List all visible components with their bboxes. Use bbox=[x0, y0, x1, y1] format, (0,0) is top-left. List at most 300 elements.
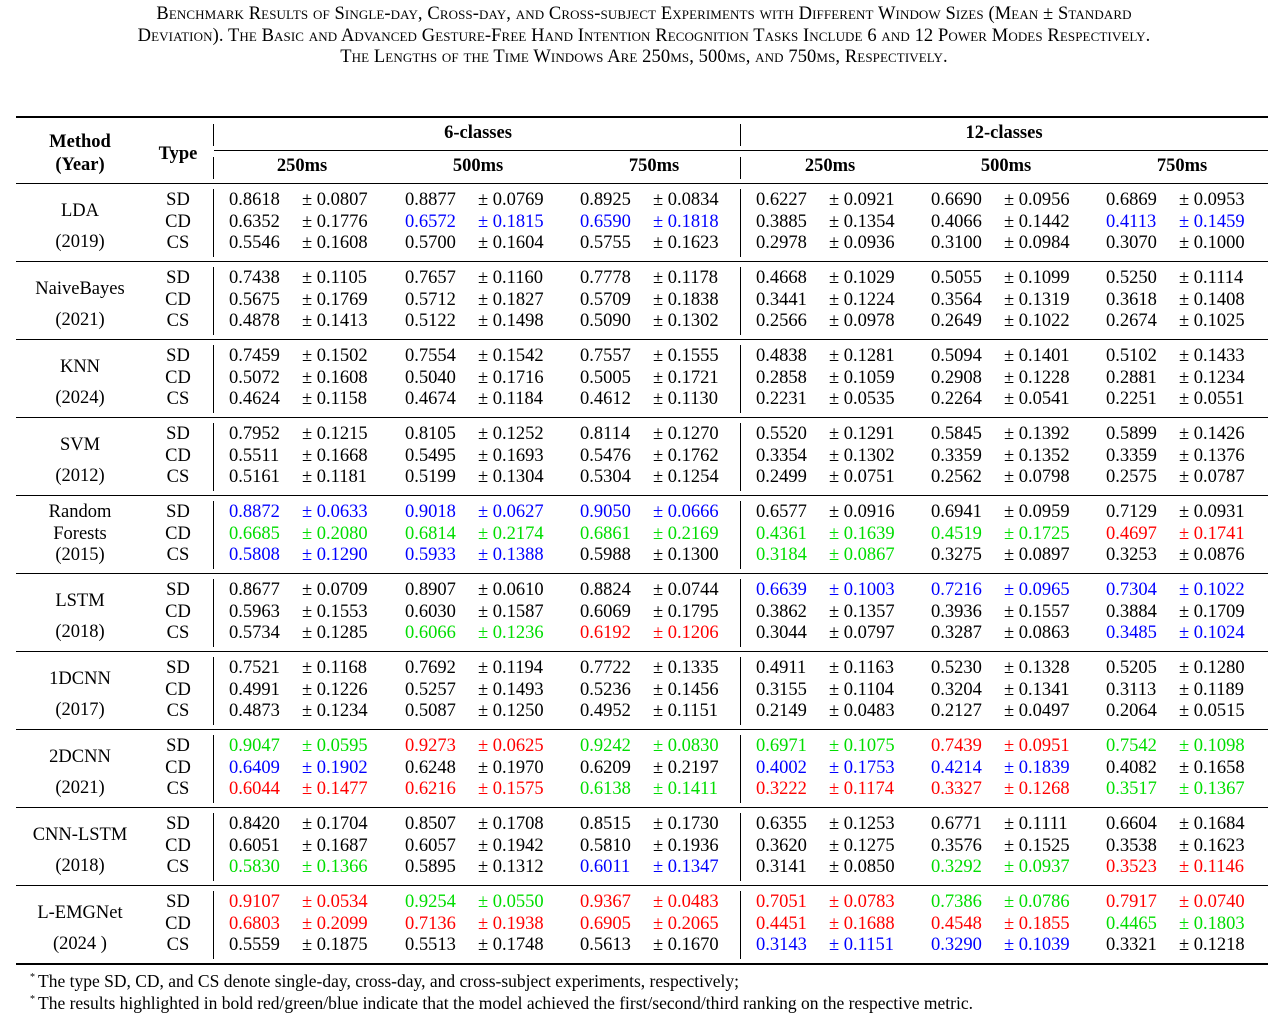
plus-minus-symbol: ± bbox=[478, 601, 489, 622]
result-cell bbox=[580, 212, 730, 233]
std-value bbox=[478, 545, 544, 566]
result-cell bbox=[1106, 814, 1256, 835]
std-number: 0.1319 bbox=[1018, 289, 1070, 310]
header-rule bbox=[16, 183, 1268, 184]
plus-minus-symbol: ± bbox=[478, 580, 489, 600]
result-cell bbox=[1106, 545, 1256, 566]
result-cell bbox=[580, 680, 730, 701]
std-number: 0.1151 bbox=[667, 701, 718, 721]
std-value bbox=[302, 623, 368, 644]
std-value bbox=[653, 446, 719, 467]
result-cell bbox=[1106, 346, 1256, 367]
std-value bbox=[1179, 290, 1245, 311]
std-number: 0.1184 bbox=[492, 389, 543, 409]
std-number: 0.0783 bbox=[843, 892, 895, 912]
method-name bbox=[16, 825, 144, 877]
std-number: 0.1022 bbox=[1018, 311, 1070, 331]
plus-minus-symbol: ± bbox=[1179, 935, 1190, 955]
std-value bbox=[829, 857, 895, 878]
type-label: SD bbox=[166, 814, 190, 834]
result-cell bbox=[1106, 736, 1256, 757]
result-cell bbox=[580, 658, 730, 679]
result-cell bbox=[229, 623, 379, 644]
footnote-marker: * bbox=[30, 994, 35, 1005]
plus-minus-symbol: ± bbox=[1179, 424, 1190, 444]
result-cell bbox=[229, 892, 379, 913]
std-number: 0.1721 bbox=[667, 367, 719, 388]
mean-value: 0.5933 bbox=[405, 545, 456, 565]
result-cell bbox=[1106, 389, 1256, 410]
type-label: SD bbox=[166, 190, 190, 210]
plus-minus-symbol: ± bbox=[829, 190, 840, 210]
std-value bbox=[302, 212, 368, 233]
plus-minus-symbol: ± bbox=[1004, 289, 1015, 310]
std-number: 0.0834 bbox=[667, 190, 719, 210]
result-cell bbox=[931, 212, 1081, 233]
std-value bbox=[302, 602, 368, 623]
std-value bbox=[653, 424, 719, 445]
mean-value: 0.6355 bbox=[756, 814, 807, 834]
std-value bbox=[829, 190, 895, 211]
result-cell bbox=[580, 892, 730, 913]
mean-value: 0.5734 bbox=[229, 623, 280, 643]
result-cell bbox=[405, 602, 555, 623]
std-number: 0.0959 bbox=[1018, 502, 1070, 522]
result-cell bbox=[931, 814, 1081, 835]
type-label: CS bbox=[166, 935, 190, 955]
footnote-text: The results highlighted in bold red/green/blue indicate that the model achieved the first/second/third ranking on the respective metric. bbox=[38, 993, 973, 1013]
plus-minus-symbol: ± bbox=[1179, 367, 1190, 388]
column-divider bbox=[740, 579, 741, 647]
mean-value: 0.2251 bbox=[1106, 389, 1157, 409]
std-value bbox=[653, 368, 719, 389]
std-value bbox=[478, 814, 544, 835]
plus-minus-symbol: ± bbox=[1004, 935, 1015, 955]
result-cell bbox=[756, 914, 906, 935]
result-cell bbox=[756, 736, 906, 757]
std-value bbox=[478, 190, 544, 211]
mean-value: 0.7459 bbox=[229, 346, 280, 366]
std-value bbox=[478, 892, 544, 913]
std-number: 0.1426 bbox=[1193, 424, 1245, 444]
std-value bbox=[478, 836, 544, 857]
std-value bbox=[302, 446, 368, 467]
std-value bbox=[478, 701, 544, 722]
plus-minus-symbol: ± bbox=[829, 580, 840, 600]
result-cell bbox=[405, 736, 555, 757]
result-cell bbox=[1106, 311, 1256, 332]
std-value bbox=[1179, 190, 1245, 211]
std-value bbox=[478, 658, 543, 679]
plus-minus-symbol: ± bbox=[478, 467, 489, 487]
std-number: 0.1224 bbox=[843, 289, 895, 310]
result-cell bbox=[1106, 701, 1256, 722]
mean-value: 0.7557 bbox=[580, 346, 631, 366]
std-value bbox=[478, 580, 544, 601]
result-cell bbox=[580, 190, 730, 211]
std-number: 0.1252 bbox=[492, 424, 544, 444]
mean-value: 0.4066 bbox=[931, 211, 982, 232]
result-cell bbox=[756, 233, 906, 254]
result-cell bbox=[229, 233, 379, 254]
std-value bbox=[478, 680, 544, 701]
std-number: 0.1151 bbox=[843, 935, 894, 955]
std-number: 0.1218 bbox=[1193, 935, 1245, 955]
std-value bbox=[1179, 446, 1245, 467]
std-number: 0.0625 bbox=[492, 736, 544, 756]
std-number: 0.1970 bbox=[492, 757, 544, 778]
plus-minus-symbol: ± bbox=[302, 289, 313, 310]
std-number: 0.1693 bbox=[492, 445, 544, 466]
mean-value: 0.3359 bbox=[931, 445, 982, 466]
std-number: 0.1376 bbox=[1193, 445, 1245, 466]
std-value bbox=[478, 736, 544, 757]
std-value bbox=[1179, 524, 1245, 545]
plus-minus-symbol: ± bbox=[829, 779, 840, 799]
result-cell bbox=[405, 758, 555, 779]
result-cell bbox=[756, 758, 906, 779]
std-number: 0.1748 bbox=[492, 935, 544, 955]
mean-value: 0.3538 bbox=[1106, 835, 1157, 856]
std-value bbox=[653, 580, 719, 601]
std-value bbox=[302, 502, 368, 523]
result-cell bbox=[405, 524, 555, 545]
std-value bbox=[1004, 779, 1070, 800]
result-cell bbox=[931, 446, 1081, 467]
plus-minus-symbol: ± bbox=[1179, 779, 1190, 799]
row-rule bbox=[16, 261, 1268, 262]
std-value bbox=[1004, 502, 1070, 523]
result-cell bbox=[405, 502, 555, 523]
std-value bbox=[1004, 524, 1070, 545]
result-cell bbox=[931, 935, 1081, 956]
result-cell bbox=[229, 857, 379, 878]
std-number: 0.1003 bbox=[843, 580, 895, 600]
result-cell bbox=[229, 346, 379, 367]
mean-value: 0.9047 bbox=[229, 736, 280, 756]
std-number: 0.2080 bbox=[316, 523, 368, 544]
std-number: 0.1290 bbox=[316, 545, 368, 565]
result-cell bbox=[1106, 602, 1256, 623]
mean-value: 0.2127 bbox=[931, 701, 982, 721]
std-value bbox=[302, 311, 368, 332]
std-value bbox=[829, 814, 895, 835]
std-value bbox=[478, 758, 544, 779]
mean-value: 0.8618 bbox=[229, 190, 280, 210]
mean-value: 0.5895 bbox=[405, 857, 456, 877]
std-number: 0.1875 bbox=[316, 935, 368, 955]
std-number: 0.1357 bbox=[843, 601, 895, 622]
std-number: 0.1236 bbox=[492, 623, 544, 643]
result-cell bbox=[1106, 190, 1256, 211]
result-cell bbox=[931, 736, 1081, 757]
plus-minus-symbol: ± bbox=[478, 757, 489, 778]
plus-minus-symbol: ± bbox=[1004, 190, 1015, 210]
std-value bbox=[1179, 701, 1245, 722]
std-value bbox=[302, 233, 368, 254]
type-label: CD bbox=[165, 211, 191, 232]
std-value bbox=[478, 524, 544, 545]
plus-minus-symbol: ± bbox=[302, 757, 313, 778]
std-value bbox=[829, 212, 895, 233]
result-cell bbox=[229, 424, 379, 445]
result-cell bbox=[229, 290, 379, 311]
std-value bbox=[1004, 268, 1070, 289]
mean-value: 0.3359 bbox=[1106, 445, 1157, 466]
result-cell bbox=[931, 268, 1081, 289]
plus-minus-symbol: ± bbox=[302, 311, 313, 331]
mean-value: 0.5476 bbox=[580, 445, 631, 466]
result-cell bbox=[580, 935, 730, 956]
std-number: 0.1104 bbox=[843, 679, 894, 700]
mean-value: 0.3100 bbox=[931, 233, 982, 253]
plus-minus-symbol: ± bbox=[478, 502, 489, 522]
plus-minus-symbol: ± bbox=[1179, 190, 1190, 210]
plus-minus-symbol: ± bbox=[1179, 268, 1190, 288]
column-divider bbox=[213, 267, 214, 335]
mean-value: 0.3290 bbox=[931, 935, 982, 955]
std-number: 0.1608 bbox=[316, 367, 368, 388]
std-number: 0.1803 bbox=[1193, 913, 1245, 934]
plus-minus-symbol: ± bbox=[653, 467, 664, 487]
mean-value: 0.5810 bbox=[580, 835, 631, 856]
std-number: 0.0830 bbox=[667, 736, 719, 756]
std-number: 0.0937 bbox=[1018, 857, 1070, 877]
result-cell bbox=[405, 368, 555, 389]
row-rule bbox=[16, 573, 1268, 574]
header-method bbox=[16, 132, 144, 176]
result-cell bbox=[580, 545, 730, 566]
result-cell bbox=[756, 368, 906, 389]
std-value bbox=[653, 836, 719, 857]
plus-minus-symbol: ± bbox=[302, 389, 313, 409]
std-number: 0.1160 bbox=[492, 268, 543, 288]
std-number: 0.1347 bbox=[667, 857, 719, 877]
plus-minus-symbol: ± bbox=[653, 367, 664, 388]
plus-minus-symbol: ± bbox=[302, 268, 313, 288]
plus-minus-symbol: ± bbox=[653, 814, 664, 834]
plus-minus-symbol: ± bbox=[1179, 601, 1190, 622]
result-cell bbox=[405, 446, 555, 467]
mean-value: 0.8677 bbox=[229, 580, 280, 600]
method-year: (2017) bbox=[55, 700, 105, 720]
std-number: 0.0850 bbox=[843, 857, 895, 877]
plus-minus-symbol: ± bbox=[1179, 523, 1190, 544]
std-value bbox=[1179, 658, 1245, 679]
std-value bbox=[829, 268, 895, 289]
std-value bbox=[653, 623, 719, 644]
plus-minus-symbol: ± bbox=[1004, 580, 1015, 600]
column-divider bbox=[740, 267, 741, 335]
header-type: Type bbox=[158, 144, 198, 164]
result-cell bbox=[405, 658, 555, 679]
plus-minus-symbol: ± bbox=[829, 623, 840, 643]
mean-value: 0.5988 bbox=[580, 545, 631, 565]
result-cell bbox=[405, 779, 555, 800]
std-value bbox=[1004, 935, 1070, 956]
result-cell bbox=[580, 779, 730, 800]
std-value bbox=[653, 311, 719, 332]
mean-value: 0.7129 bbox=[1106, 502, 1157, 522]
mean-value: 0.4952 bbox=[580, 701, 631, 721]
std-number: 0.1341 bbox=[1018, 679, 1070, 700]
std-number: 0.1477 bbox=[316, 779, 368, 799]
result-cell bbox=[931, 290, 1081, 311]
method-year: (2019) bbox=[55, 232, 105, 252]
method-name bbox=[16, 903, 144, 955]
mean-value: 0.2575 bbox=[1106, 467, 1157, 487]
plus-minus-symbol: ± bbox=[1179, 658, 1190, 678]
std-value bbox=[1179, 389, 1245, 410]
mean-value: 0.5709 bbox=[580, 289, 631, 310]
plus-minus-symbol: ± bbox=[1004, 623, 1015, 643]
std-number: 0.1498 bbox=[492, 311, 544, 331]
std-number: 0.0867 bbox=[843, 545, 895, 565]
mean-value: 0.5845 bbox=[931, 424, 982, 444]
result-cell bbox=[405, 424, 555, 445]
std-number: 0.1025 bbox=[1193, 311, 1245, 331]
std-value bbox=[302, 190, 368, 211]
result-cell bbox=[229, 680, 379, 701]
column-divider bbox=[740, 657, 741, 725]
result-cell bbox=[229, 524, 379, 545]
mean-value: 0.2649 bbox=[931, 311, 982, 331]
mean-value: 0.7722 bbox=[580, 658, 631, 678]
result-cell bbox=[405, 389, 555, 410]
std-number: 0.1623 bbox=[1193, 835, 1245, 856]
std-value bbox=[302, 680, 368, 701]
header-window: 750ms bbox=[628, 156, 680, 176]
std-number: 0.1839 bbox=[1018, 757, 1070, 778]
std-number: 0.1795 bbox=[667, 601, 719, 622]
std-value bbox=[478, 233, 544, 254]
type-label: CD bbox=[165, 367, 191, 388]
std-value bbox=[1004, 580, 1070, 601]
plus-minus-symbol: ± bbox=[478, 311, 489, 331]
plus-minus-symbol: ± bbox=[478, 736, 489, 756]
plus-minus-symbol: ± bbox=[302, 814, 313, 834]
mean-value: 0.4002 bbox=[756, 757, 807, 778]
caption-line: Deviation). The Basic and Advanced Gesture-Free Hand Intention Recognition Tasks Include 6 and 12 Power Modes Respectively. bbox=[137, 25, 1151, 46]
result-cell bbox=[580, 758, 730, 779]
method-name bbox=[16, 435, 144, 487]
mean-value: 0.5520 bbox=[756, 424, 807, 444]
mean-value: 0.5712 bbox=[405, 289, 456, 310]
std-number: 0.1352 bbox=[1018, 445, 1070, 466]
type-label: SD bbox=[166, 346, 190, 366]
type-label: CD bbox=[165, 289, 191, 310]
std-value bbox=[478, 311, 544, 332]
method-name bbox=[16, 747, 144, 799]
type-label: CD bbox=[165, 757, 191, 778]
plus-minus-symbol: ± bbox=[1179, 835, 1190, 856]
result-cell bbox=[756, 311, 906, 332]
result-cell bbox=[405, 467, 555, 488]
result-cell bbox=[1106, 892, 1256, 913]
top-rule bbox=[16, 116, 1268, 118]
plus-minus-symbol: ± bbox=[302, 679, 313, 700]
result-cell bbox=[756, 935, 906, 956]
mean-value: 0.2064 bbox=[1106, 701, 1157, 721]
plus-minus-symbol: ± bbox=[1179, 913, 1190, 934]
plus-minus-symbol: ± bbox=[478, 835, 489, 856]
method-name bbox=[16, 669, 144, 721]
std-number: 0.0595 bbox=[316, 736, 368, 756]
result-cell bbox=[580, 290, 730, 311]
plus-minus-symbol: ± bbox=[653, 935, 664, 955]
result-cell bbox=[580, 424, 730, 445]
plus-minus-symbol: ± bbox=[1004, 701, 1015, 721]
std-value bbox=[1179, 935, 1245, 956]
type-label: CS bbox=[166, 389, 190, 409]
plus-minus-symbol: ± bbox=[653, 779, 664, 799]
plus-minus-symbol: ± bbox=[478, 346, 489, 366]
plus-minus-symbol: ± bbox=[1179, 289, 1190, 310]
plus-minus-symbol: ± bbox=[653, 311, 664, 331]
mean-value: 0.6905 bbox=[580, 913, 631, 934]
plus-minus-symbol: ± bbox=[829, 935, 840, 955]
plus-minus-symbol: ± bbox=[478, 445, 489, 466]
std-number: 0.1741 bbox=[1193, 523, 1245, 544]
result-cell bbox=[931, 623, 1081, 644]
std-number: 0.1099 bbox=[1018, 268, 1070, 288]
mean-value: 0.9018 bbox=[405, 502, 456, 522]
std-number: 0.1250 bbox=[492, 701, 544, 721]
std-value bbox=[1004, 736, 1070, 757]
std-value bbox=[478, 268, 543, 289]
method-year: (2024) bbox=[55, 388, 105, 408]
std-value bbox=[829, 701, 895, 722]
type-label: SD bbox=[166, 580, 190, 600]
mean-value: 0.2499 bbox=[756, 467, 807, 487]
mean-value: 0.6057 bbox=[405, 835, 456, 856]
std-value bbox=[653, 658, 719, 679]
plus-minus-symbol: ± bbox=[1004, 857, 1015, 877]
mean-value: 0.9367 bbox=[580, 892, 631, 912]
std-number: 0.1354 bbox=[843, 211, 895, 232]
plus-minus-symbol: ± bbox=[1004, 268, 1015, 288]
type-label: SD bbox=[166, 736, 190, 756]
mean-value: 0.6069 bbox=[580, 601, 631, 622]
result-cell bbox=[580, 368, 730, 389]
std-value bbox=[653, 212, 719, 233]
std-value bbox=[1179, 368, 1245, 389]
result-cell bbox=[405, 190, 555, 211]
plus-minus-symbol: ± bbox=[653, 233, 664, 253]
std-value bbox=[653, 389, 718, 410]
mean-value: 0.3184 bbox=[756, 545, 807, 565]
column-divider bbox=[213, 189, 214, 257]
plus-minus-symbol: ± bbox=[1004, 502, 1015, 522]
result-cell bbox=[229, 814, 379, 835]
std-value bbox=[1004, 368, 1070, 389]
mean-value: 0.8925 bbox=[580, 190, 631, 210]
std-number: 0.1553 bbox=[316, 601, 368, 622]
result-cell bbox=[405, 290, 555, 311]
result-cell bbox=[229, 736, 379, 757]
header-year-label: (Year) bbox=[55, 155, 105, 175]
mean-value: 0.6352 bbox=[229, 211, 280, 232]
result-cell bbox=[756, 190, 906, 211]
mean-value: 0.4361 bbox=[756, 523, 807, 544]
std-value bbox=[302, 424, 368, 445]
footnote-marker: * bbox=[30, 972, 35, 983]
mean-value: 0.8877 bbox=[405, 190, 456, 210]
plus-minus-symbol: ± bbox=[653, 623, 664, 643]
header-window: 500ms bbox=[452, 156, 504, 176]
std-number: 0.1762 bbox=[667, 445, 719, 466]
std-value bbox=[1004, 311, 1070, 332]
